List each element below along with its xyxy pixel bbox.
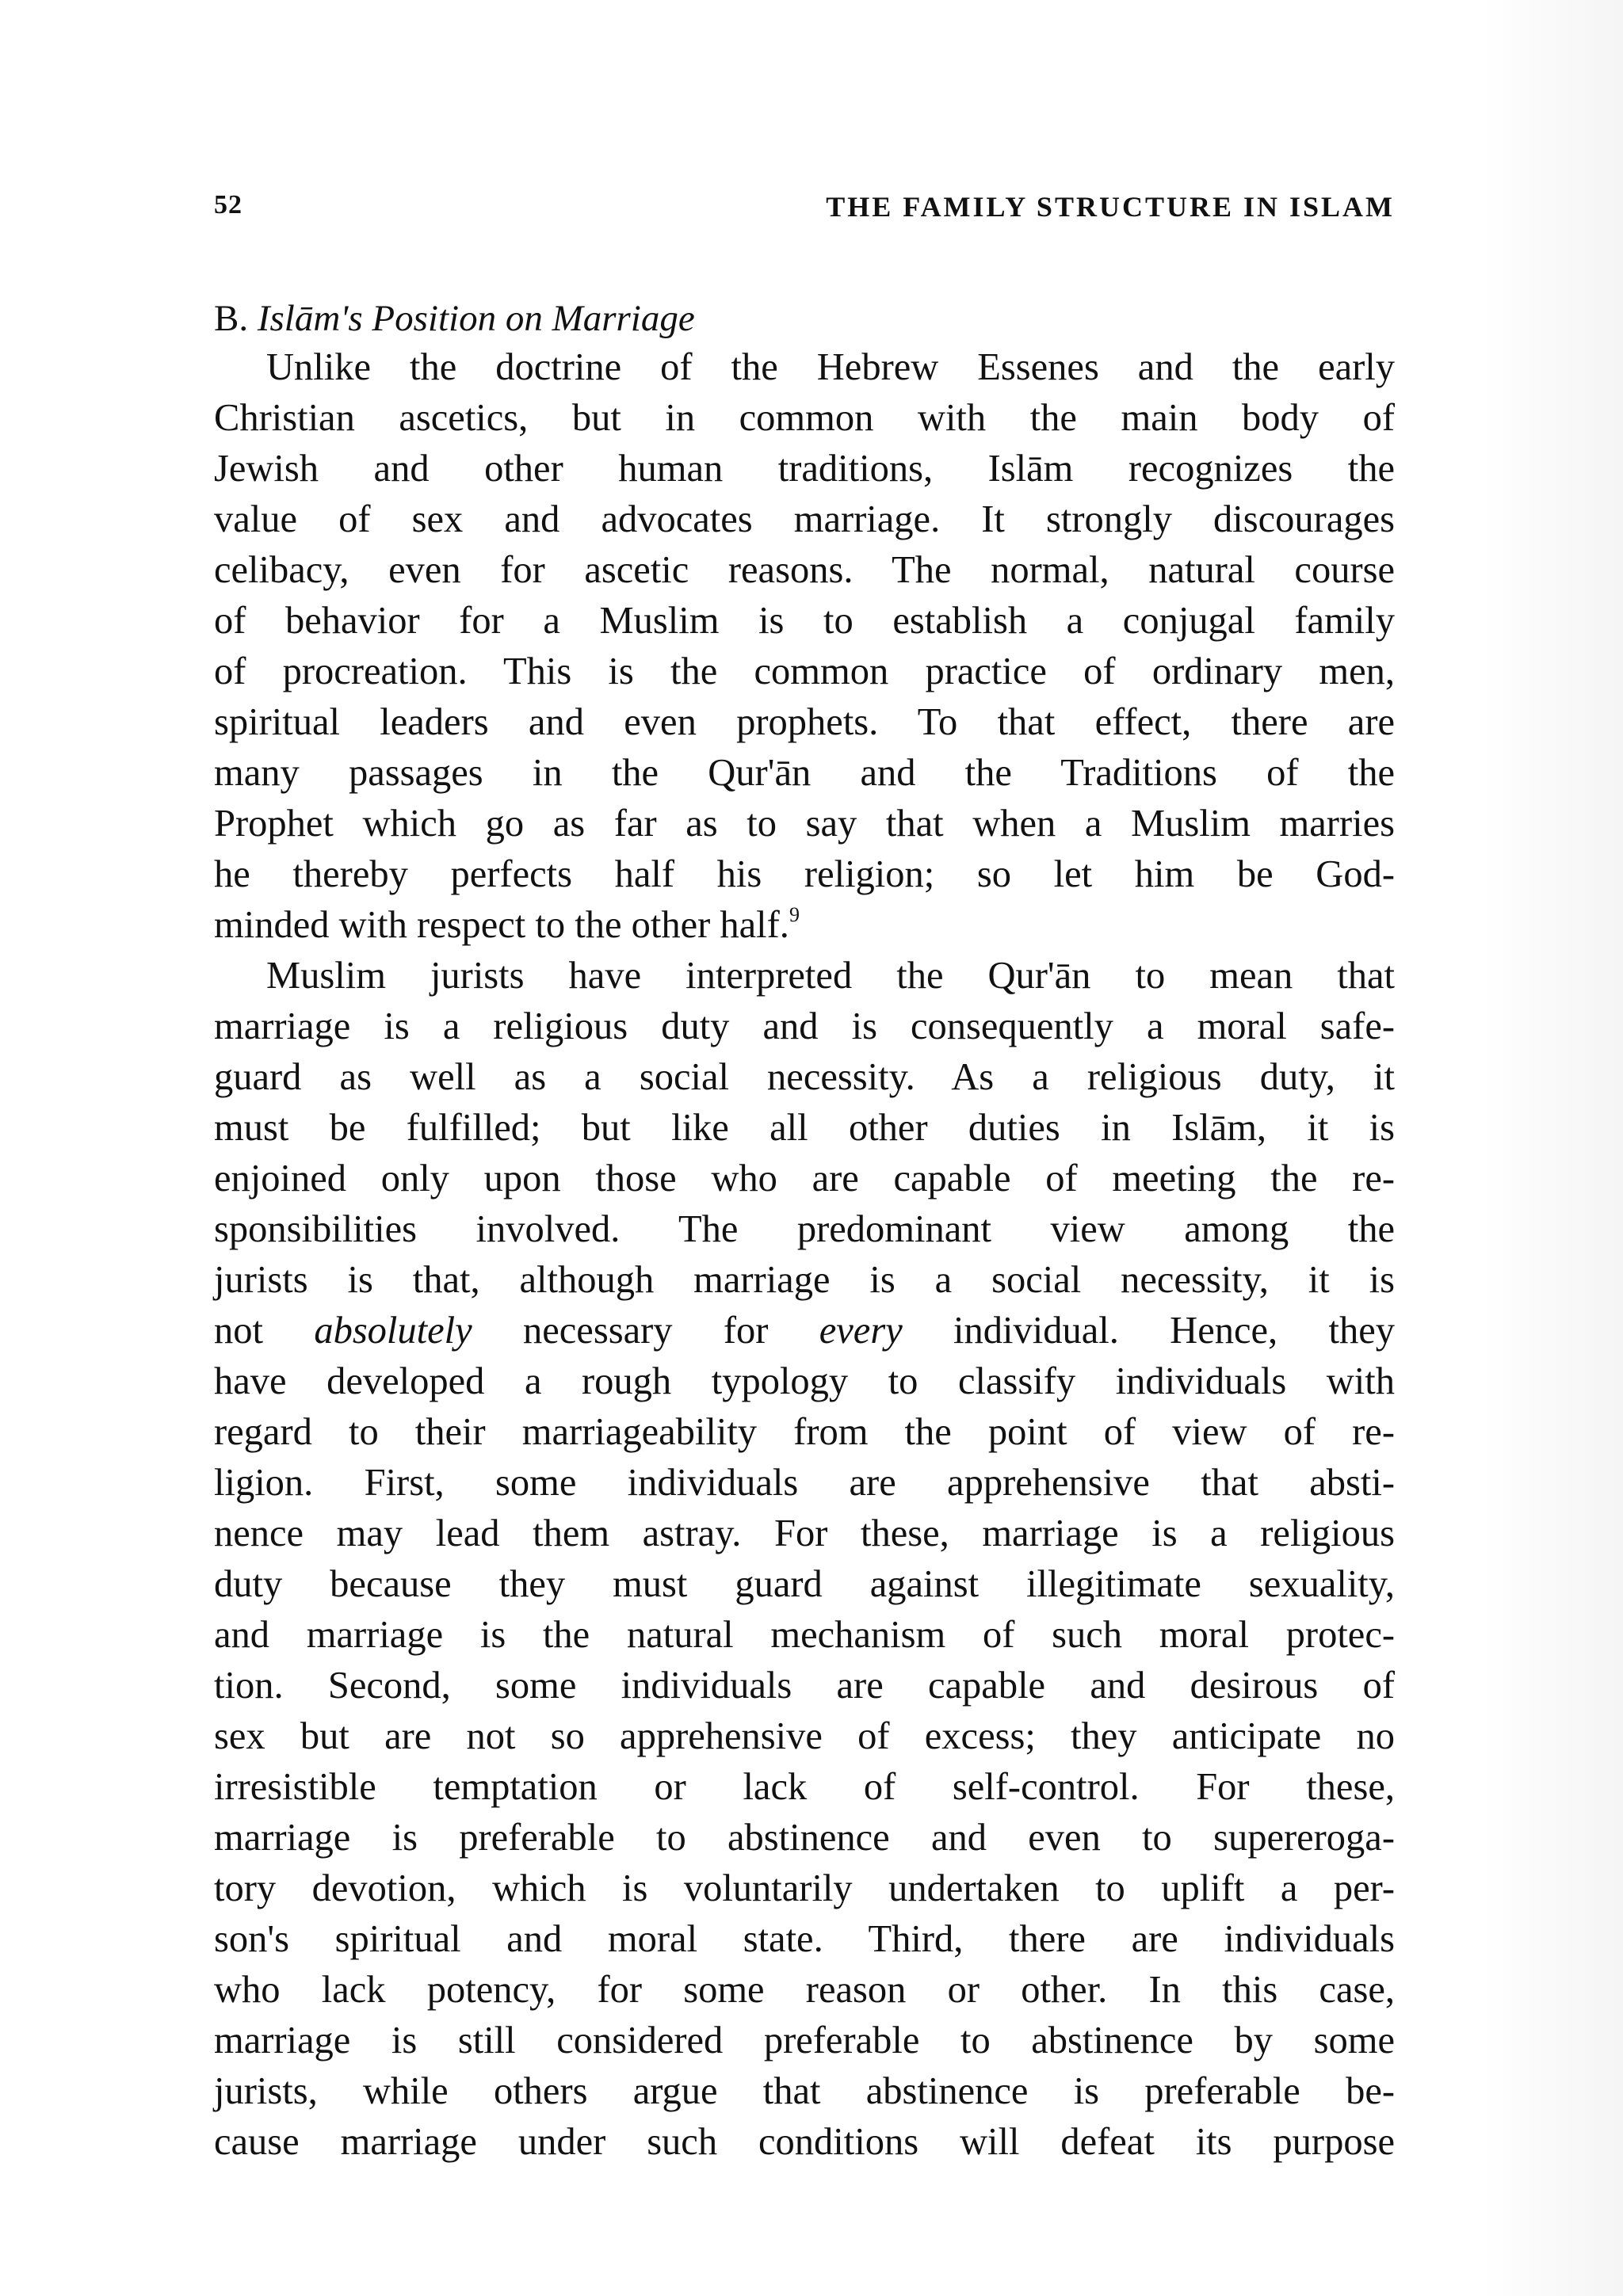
running-title: THE FAMILY STRUCTURE IN ISLAM xyxy=(826,191,1395,223)
line-text: not xyxy=(214,1310,315,1352)
text-line: Jewish and other human traditions, Islām recognizes the xyxy=(214,448,1395,490)
running-header xyxy=(214,190,1395,230)
text-line: he thereby perfects half his religion; so let him be God- xyxy=(214,853,1395,895)
text-line: enjoined only upon those who are capable of meeting the re- xyxy=(214,1158,1395,1199)
text-line: jurists, while others argue that abstinence is preferable be- xyxy=(214,2070,1395,2112)
text-line: must be fulfilled; but like all other duties in Islām, it is xyxy=(214,1107,1395,1149)
page-number: 52 xyxy=(214,190,242,219)
text-line: ligion. First, some individuals are apprehensive that absti- xyxy=(214,1462,1395,1504)
footnote-reference: 9 xyxy=(789,903,800,926)
paragraph-1 xyxy=(214,342,1395,951)
text-line: nence may lead them astray. For these, marriage is a religious xyxy=(214,1512,1395,1554)
text-line: Prophet which go as far as to say that when a Muslim marries xyxy=(214,803,1395,845)
text-line: son's spiritual and moral state. Third, there are individuals xyxy=(214,1918,1395,1960)
section-heading xyxy=(214,295,695,342)
text-line: sex but are not so apprehensive of excess; they anticipate no xyxy=(214,1715,1395,1757)
text-line: Christian ascetics, but in common with the main body of xyxy=(214,397,1395,439)
text-line: Unlike the doctrine of the Hebrew Essenes and the early xyxy=(266,346,1395,388)
text-line: duty because they must guard against illegitimate sexuality, xyxy=(214,1563,1395,1605)
text-line: who lack potency, for some reason or other. In this case, xyxy=(214,1969,1395,2011)
text-line: marriage is a religious duty and is consequently a moral safe- xyxy=(214,1005,1395,1047)
text-line: irresistible temptation or lack of self-control. For these, xyxy=(214,1766,1395,1808)
body-text xyxy=(214,342,1395,2168)
emphasis-absolutely: absolutely xyxy=(314,1310,472,1352)
section-label: B. xyxy=(214,298,249,339)
paragraph-2 xyxy=(214,951,1395,2168)
text-line: celibacy, even for ascetic reasons. The normal, natural course xyxy=(214,549,1395,591)
text-line: tory devotion, which is voluntarily undertaken to uplift a per- xyxy=(214,1867,1395,1909)
text-line: many passages in the Qur'ān and the Traditions of the xyxy=(214,752,1395,794)
section-title: Islām's Position on Marriage xyxy=(257,298,695,339)
page-edge-shadow xyxy=(1480,0,1623,2296)
text-line: sponsibilities involved. The predominant view among the xyxy=(214,1208,1395,1250)
text-line: guard as well as a social necessity. As a religious duty, it xyxy=(214,1056,1395,1098)
text-line: marriage is still considered preferable to abstinence by some xyxy=(214,2019,1395,2061)
text-line: have developed a rough typology to classify individuals with xyxy=(214,1360,1395,1402)
line-text: minded with respect to the other half. xyxy=(214,904,789,946)
text-line: cause marriage under such conditions will defeat its purpose xyxy=(214,2121,1395,2163)
text-line: of behavior for a Muslim is to establish a conjugal family xyxy=(214,600,1395,642)
text-line: jurists is that, although marriage is a social necessity, it is xyxy=(214,1259,1395,1301)
text-line: of procreation. This is the common practice of ordinary men, xyxy=(214,650,1395,692)
line-text: individual. Hence, they xyxy=(902,1310,1395,1352)
emphasis-every: every xyxy=(819,1310,903,1352)
text-line: spiritual leaders and even prophets. To that effect, there are xyxy=(214,701,1395,743)
text-line: and marriage is the natural mechanism of such moral protec- xyxy=(214,1614,1395,1656)
line-text: necessary for xyxy=(472,1310,819,1352)
text-line: value of sex and advocates marriage. It strongly discourages xyxy=(214,498,1395,540)
text-line-emphasis xyxy=(214,1306,1395,1356)
text-line: marriage is preferable to abstinence and even to supereroga- xyxy=(214,1817,1395,1859)
text-line: tion. Second, some individuals are capable and desirous of xyxy=(214,1665,1395,1707)
text-line: Muslim jurists have interpreted the Qur'ān to mean that xyxy=(266,955,1395,997)
text-line xyxy=(214,900,1395,951)
text-line: regard to their marriageability from the point of view of re- xyxy=(214,1411,1395,1453)
